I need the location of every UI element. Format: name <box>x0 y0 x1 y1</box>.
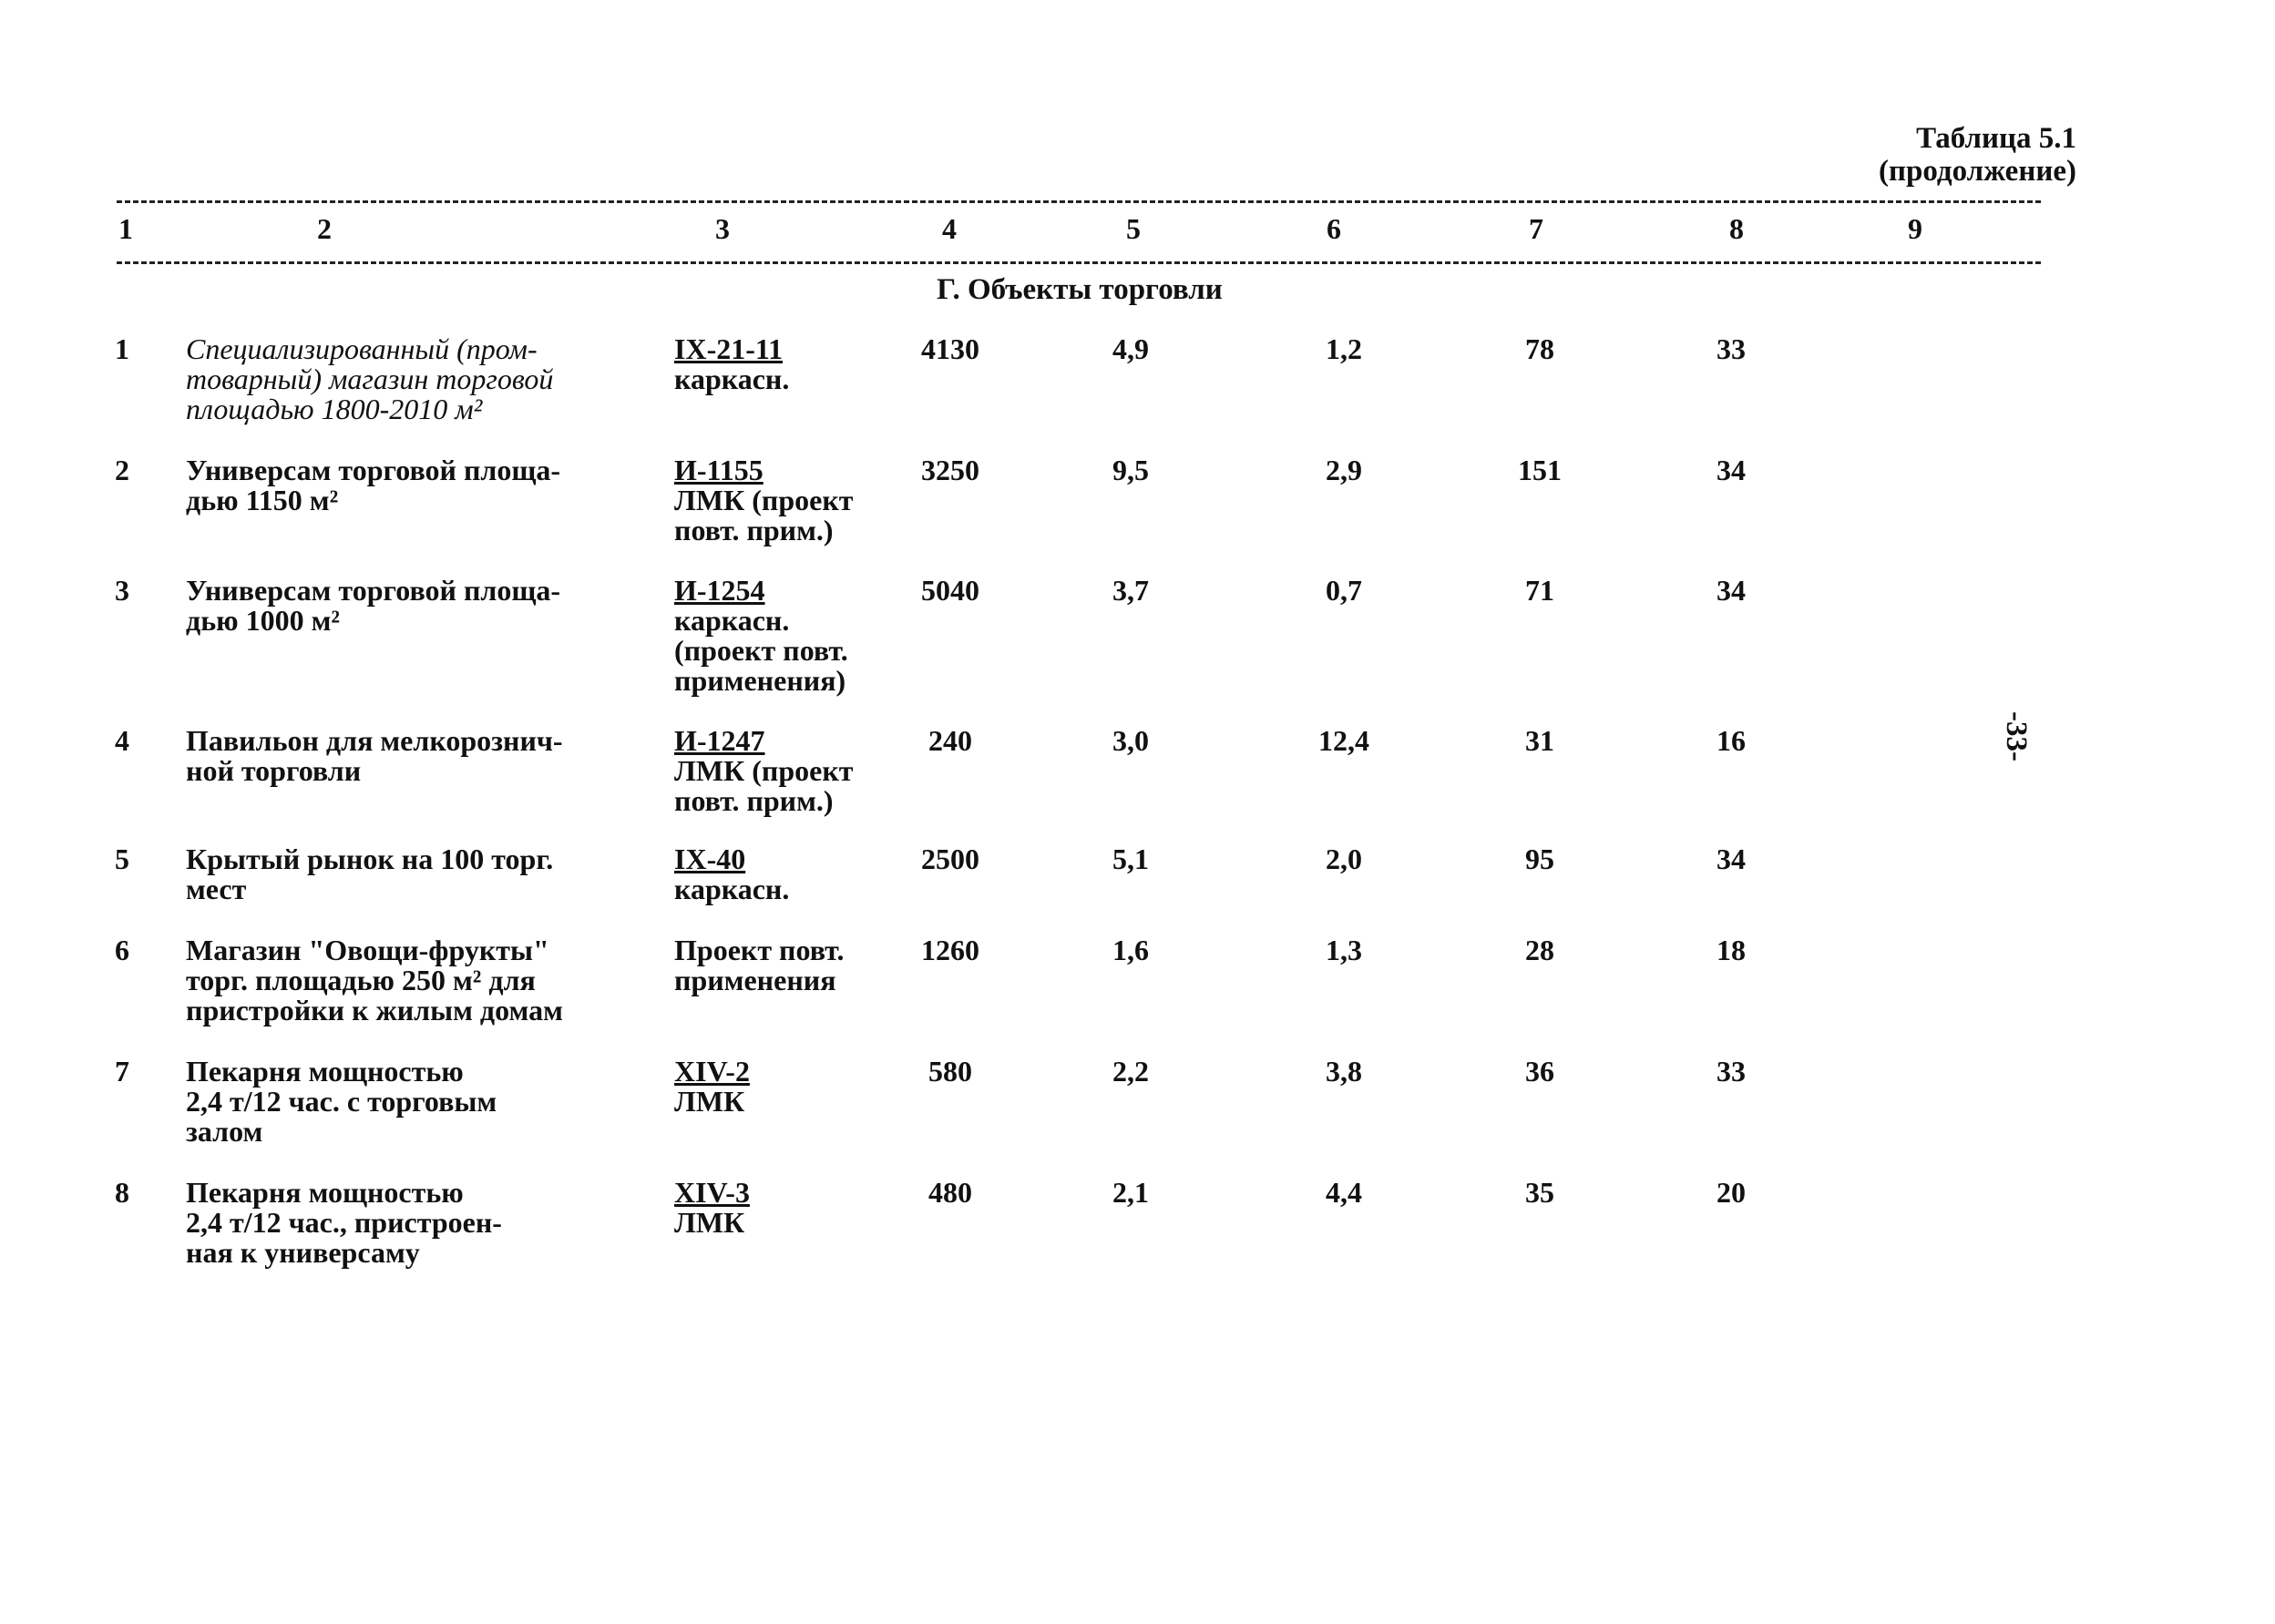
value-col7: 71 <box>1525 574 1554 607</box>
object-name: Пекарня мощностью 2,4 т/12 час. с торговым залом <box>186 1055 497 1148</box>
value-col6: 3,8 <box>1326 1055 1362 1088</box>
object-name: Специализированный (пром- товарный) магазин торговой площадью 1800-2010 м² <box>186 332 554 425</box>
project-code: XIV-2 <box>674 1055 750 1088</box>
row-number: 7 <box>115 1055 129 1088</box>
row-number: 5 <box>115 843 129 875</box>
table-caption-continuation: (продолжение) <box>1879 155 2076 188</box>
value-col5: 9,5 <box>1112 454 1149 486</box>
row-number: 3 <box>115 574 129 607</box>
column-header-5: 5 <box>1126 212 1141 245</box>
row-number: 1 <box>115 332 129 365</box>
value-col5: 3,0 <box>1112 724 1149 757</box>
project-code-cell <box>674 726 893 816</box>
project-code-cell <box>674 334 893 394</box>
value-col6: 1,3 <box>1326 934 1362 966</box>
value-col8: 34 <box>1716 843 1746 875</box>
project-code-cell <box>674 576 893 696</box>
row-number: 8 <box>115 1176 129 1209</box>
project-code-cell <box>674 1057 893 1117</box>
project-note: ЛМК (проект повт. прим.) <box>674 484 854 546</box>
value-col6: 2,0 <box>1326 843 1362 875</box>
project-code-cell <box>674 1178 893 1238</box>
project-code-cell <box>674 935 893 996</box>
header-top-rule <box>117 200 2041 203</box>
row-number: 4 <box>115 724 129 757</box>
object-name: Универсам торговой площа- дью 1000 м² <box>186 574 560 637</box>
value-col7: 151 <box>1518 454 1562 486</box>
value-col4: 5040 <box>921 574 979 607</box>
column-header-9: 9 <box>1908 212 1922 245</box>
project-note: Проект повт. применения <box>674 934 845 996</box>
project-note: каркасн. <box>674 363 790 395</box>
value-col5: 5,1 <box>1112 843 1149 875</box>
table-caption-title: Таблица 5.1 <box>1916 122 2076 155</box>
object-name: Магазин "Овощи-фрукты" торг. площадью 250 м² для пристройки к жилым домам <box>186 934 563 1026</box>
object-name: Павильон для мелкорознич- ной торговли <box>186 724 563 787</box>
value-col7: 78 <box>1525 332 1554 365</box>
value-col6: 1,2 <box>1326 332 1362 365</box>
object-name: Универсам торговой площа- дью 1150 м² <box>186 454 560 516</box>
value-col7: 28 <box>1525 934 1554 966</box>
column-header-2: 2 <box>317 212 332 245</box>
value-col4: 3250 <box>921 454 979 486</box>
value-col6: 12,4 <box>1318 724 1369 757</box>
value-col6: 0,7 <box>1326 574 1362 607</box>
project-note: ЛМК (проект повт. прим.) <box>674 754 854 817</box>
header-bottom-rule <box>117 261 2041 264</box>
project-code: IX-21-11 <box>674 332 784 365</box>
value-col7: 95 <box>1525 843 1554 875</box>
value-col4: 240 <box>928 724 972 757</box>
project-code: И-1155 <box>674 454 763 486</box>
value-col4: 1260 <box>921 934 979 966</box>
column-header-7: 7 <box>1529 212 1543 245</box>
value-col6: 4,4 <box>1326 1176 1362 1209</box>
value-col8: 33 <box>1716 1055 1746 1088</box>
project-code-cell <box>674 844 893 904</box>
project-note: каркасн. (проект повт. применения) <box>674 604 848 697</box>
value-col4: 480 <box>928 1176 972 1209</box>
project-note: ЛМК <box>674 1206 745 1239</box>
value-col8: 16 <box>1716 724 1746 757</box>
column-header-8: 8 <box>1729 212 1744 245</box>
value-col5: 2,2 <box>1112 1055 1149 1088</box>
project-code-cell <box>674 455 893 546</box>
column-header-3: 3 <box>715 212 730 245</box>
project-note: каркасн. <box>674 873 790 905</box>
value-col7: 36 <box>1525 1055 1554 1088</box>
project-code: IX-40 <box>674 843 746 875</box>
page-number: -33- <box>1999 711 2033 761</box>
value-col8: 34 <box>1716 574 1746 607</box>
section-title: Г. Объекты торговли <box>937 273 1223 306</box>
project-note: ЛМК <box>674 1085 745 1118</box>
project-code: XIV-3 <box>674 1176 750 1209</box>
object-name: Пекарня мощностью 2,4 т/12 час., пристроен- ная к универсаму <box>186 1176 502 1269</box>
value-col8: 33 <box>1716 332 1746 365</box>
value-col6: 2,9 <box>1326 454 1362 486</box>
project-code: И-1254 <box>674 574 765 607</box>
table-caption <box>1879 122 2076 188</box>
value-col5: 2,1 <box>1112 1176 1149 1209</box>
row-number: 2 <box>115 454 129 486</box>
value-col7: 35 <box>1525 1176 1554 1209</box>
value-col8: 34 <box>1716 454 1746 486</box>
value-col7: 31 <box>1525 724 1554 757</box>
row-number: 6 <box>115 934 129 966</box>
column-header-6: 6 <box>1327 212 1341 245</box>
column-header-1: 1 <box>118 212 133 245</box>
project-code: И-1247 <box>674 724 765 757</box>
value-col4: 2500 <box>921 843 979 875</box>
value-col8: 18 <box>1716 934 1746 966</box>
column-header-4: 4 <box>942 212 957 245</box>
value-col4: 580 <box>928 1055 972 1088</box>
value-col5: 1,6 <box>1112 934 1149 966</box>
value-col4: 4130 <box>921 332 979 365</box>
value-col5: 3,7 <box>1112 574 1149 607</box>
object-name: Крытый рынок на 100 торг. мест <box>186 843 554 905</box>
value-col8: 20 <box>1716 1176 1746 1209</box>
value-col5: 4,9 <box>1112 332 1149 365</box>
